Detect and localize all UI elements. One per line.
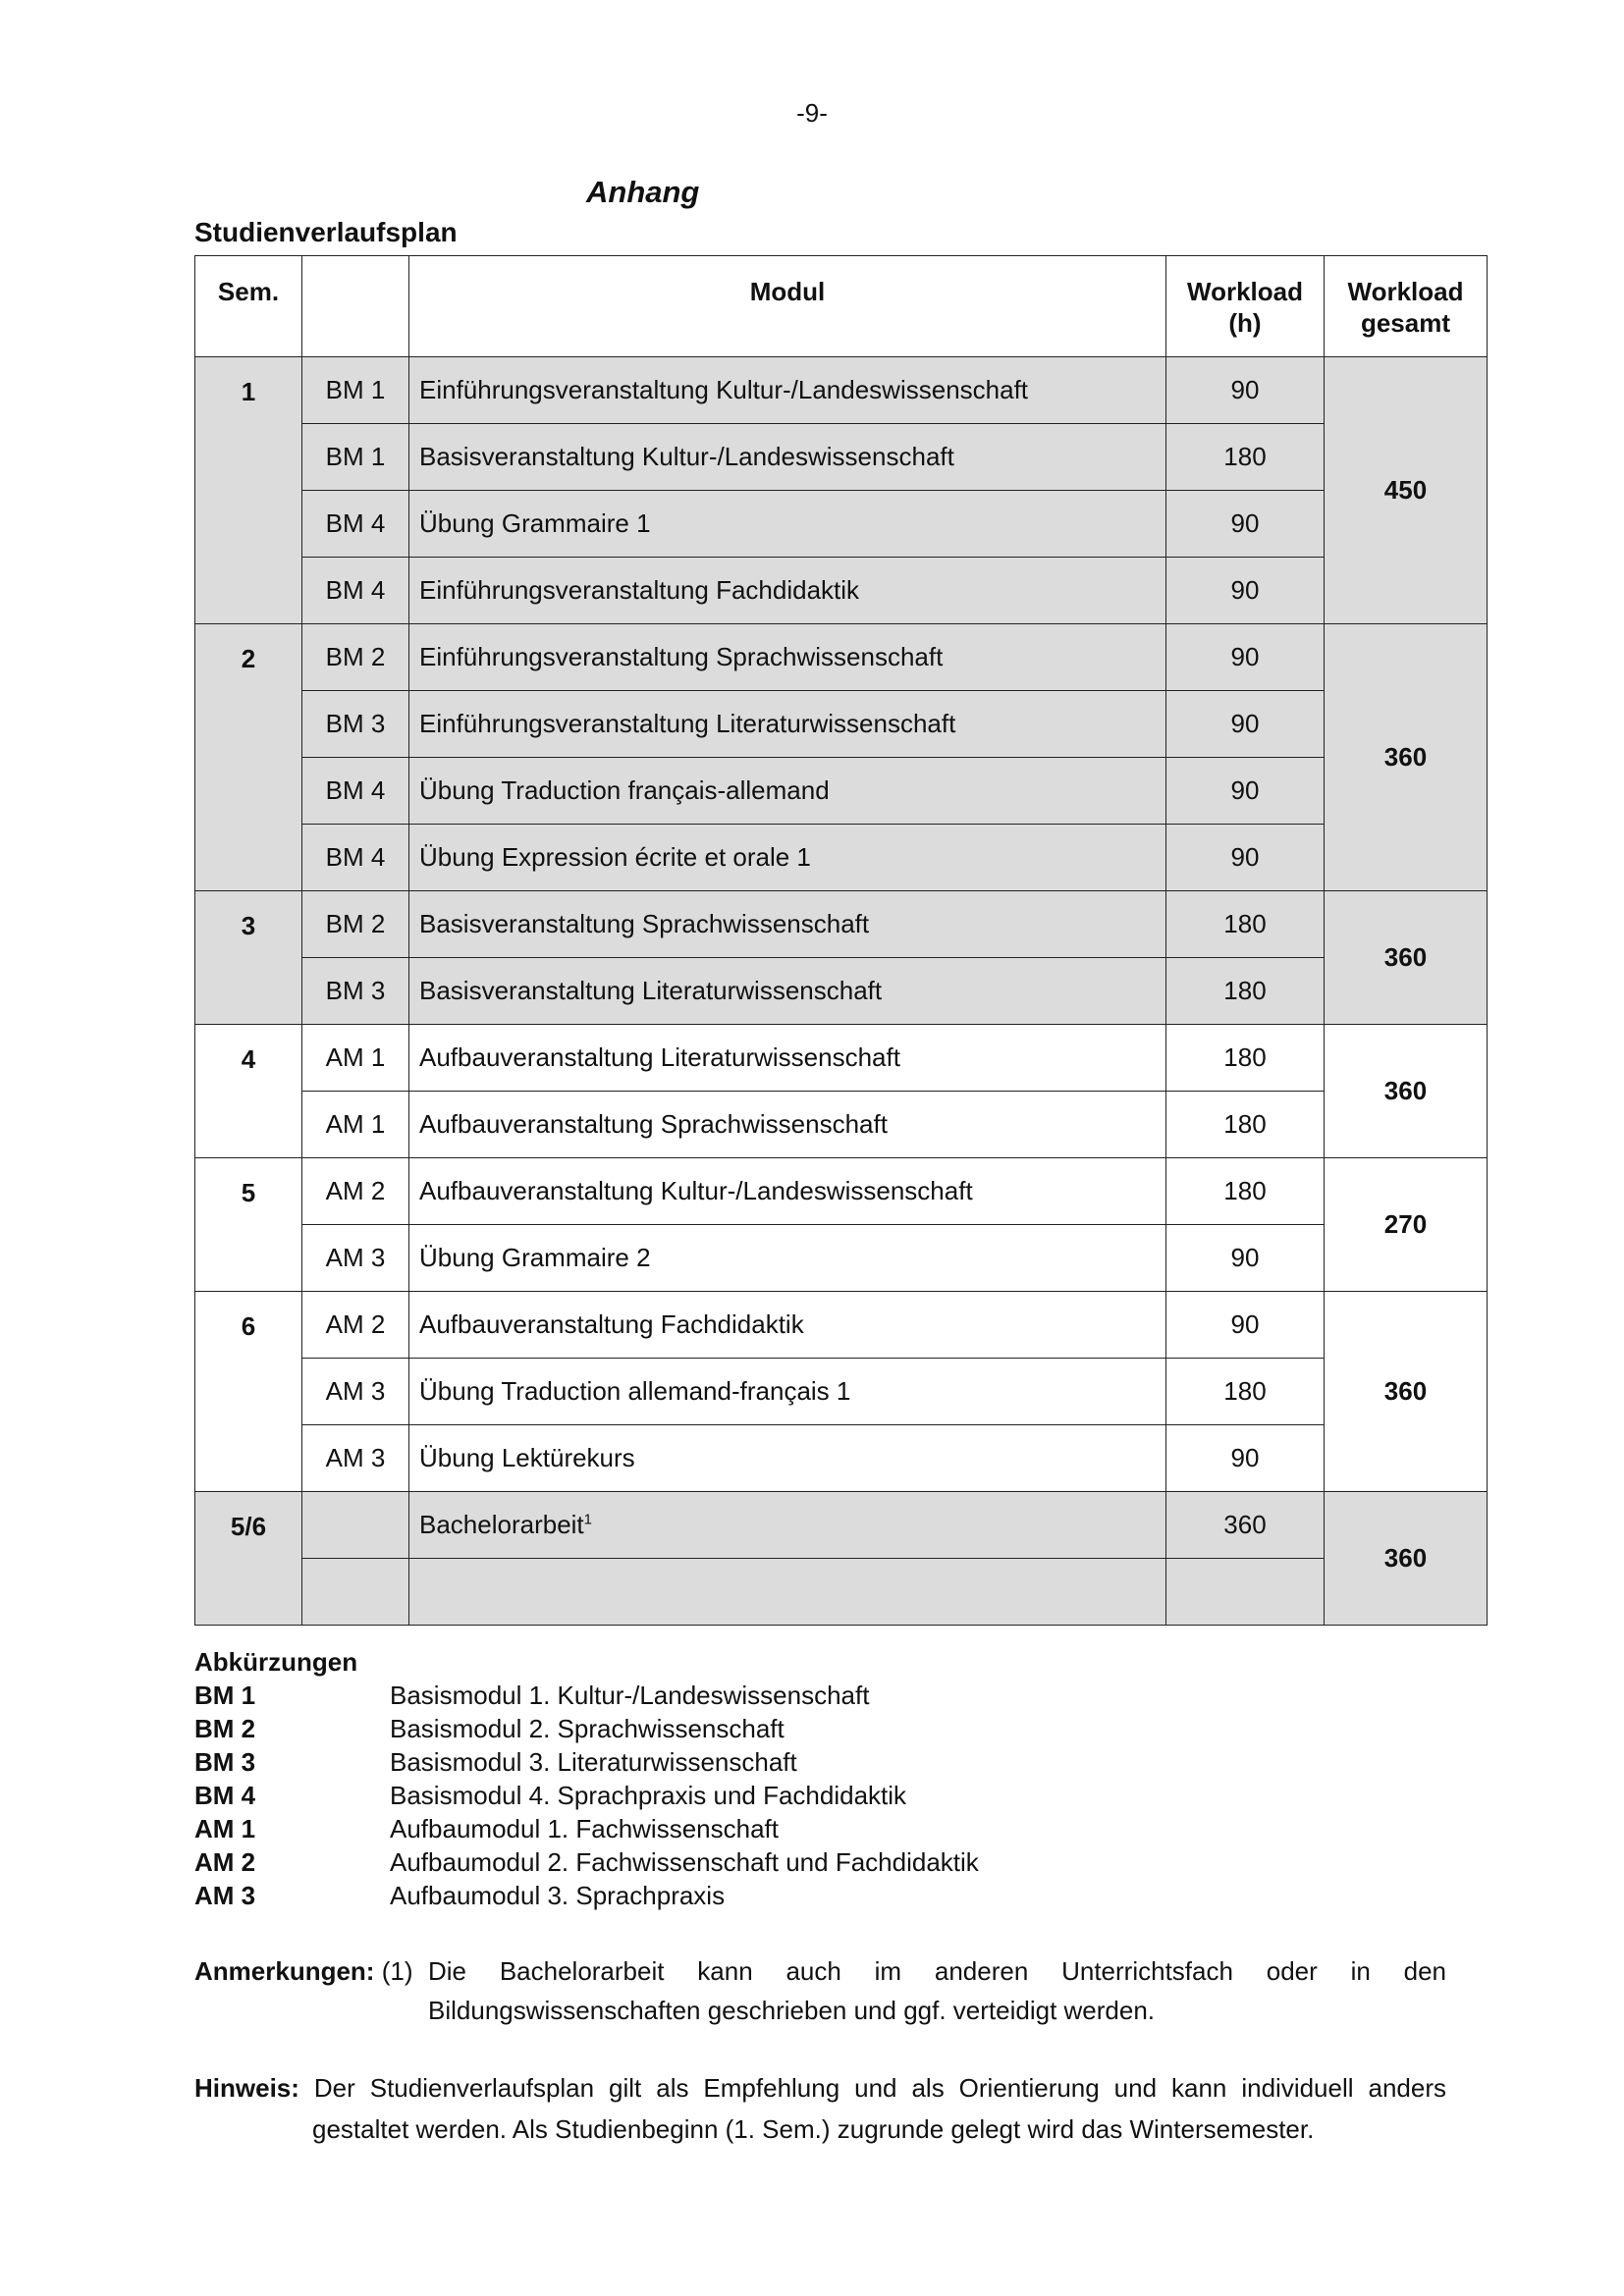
abbreviation-text: Aufbaumodul 1. Fachwissenschaft <box>390 1814 779 1843</box>
module-name-cell <box>409 624 1166 691</box>
header-modul: Modul <box>409 256 1166 357</box>
module-name-cell <box>409 491 1166 558</box>
workload-total-cell: 360 <box>1325 1025 1488 1158</box>
module-name-cell <box>409 1025 1166 1092</box>
abbreviation-code: AM 2 <box>194 1847 256 1877</box>
abbreviation-text: Basismodul 4. Sprachpraxis und Fachdidaktik <box>390 1781 907 1810</box>
module-name-cell <box>409 1292 1166 1359</box>
table-row <box>195 1559 1488 1626</box>
module-name-cell <box>409 1559 1166 1626</box>
abbreviations-list <box>194 1681 979 1914</box>
module-name: Übung Traduction français-allemand <box>419 775 830 805</box>
abbreviation-text: Basismodul 2. Sprachwissenschaft <box>390 1714 785 1743</box>
workload-cell: 180 <box>1166 1158 1325 1225</box>
table-row <box>195 424 1488 491</box>
module-name-cell <box>409 1225 1166 1292</box>
module-name-cell <box>409 1158 1166 1225</box>
module-name: Basisveranstaltung Literaturwissenschaft <box>419 976 883 1005</box>
workload-cell: 360 <box>1166 1492 1325 1559</box>
semester-cell: 2 <box>195 624 302 891</box>
table-row <box>195 1359 1488 1425</box>
module-code-cell: BM 4 <box>302 825 409 891</box>
module-name: Übung Expression écrite et orale 1 <box>419 842 811 872</box>
workload-cell: 90 <box>1166 1292 1325 1359</box>
abbreviation-code: BM 4 <box>194 1781 256 1810</box>
abbreviation-item <box>194 1747 979 1781</box>
module-name: Basisveranstaltung Sprachwissenschaft <box>419 909 870 938</box>
abbreviation-item <box>194 1847 979 1881</box>
module-code-cell: AM 1 <box>302 1092 409 1158</box>
table-row <box>195 1092 1488 1158</box>
module-name: Bachelorarbeit <box>419 1510 584 1539</box>
table-row <box>195 558 1488 624</box>
remarks <box>194 1951 1446 2030</box>
module-name: Übung Grammaire 2 <box>419 1243 651 1272</box>
module-name: Übung Traduction allemand-français 1 <box>419 1376 851 1406</box>
module-code-cell: AM 1 <box>302 1025 409 1092</box>
table-row <box>195 491 1488 558</box>
table-title: Studienverlaufsplan <box>194 217 458 247</box>
table-row <box>195 825 1488 891</box>
workload-cell: 90 <box>1166 1225 1325 1292</box>
hint <box>194 2067 1446 2150</box>
module-code-cell: BM 4 <box>302 558 409 624</box>
remarks-number: (1) <box>381 1956 413 1986</box>
semester-cell: 1 <box>195 357 302 624</box>
workload-cell: 90 <box>1166 558 1325 624</box>
abbreviations-title: Abkürzungen <box>194 1647 358 1677</box>
workload-cell: 180 <box>1166 1359 1325 1425</box>
module-name: Einführungsveranstaltung Sprachwissenschaft <box>419 642 944 671</box>
workload-cell: 180 <box>1166 424 1325 491</box>
abbreviation-code: BM 3 <box>194 1747 256 1777</box>
hint-label: Hinweis: <box>194 2073 299 2103</box>
module-code-cell <box>302 1559 409 1626</box>
module-name-cell <box>409 1092 1166 1158</box>
module-name-cell <box>409 958 1166 1025</box>
table-row <box>195 691 1488 758</box>
module-name: Übung Lektürekurs <box>419 1443 635 1472</box>
abbreviation-code: AM 3 <box>194 1881 256 1910</box>
module-code-cell: BM 2 <box>302 624 409 691</box>
table-row <box>195 1158 1488 1225</box>
workload-cell: 90 <box>1166 1425 1325 1492</box>
abbreviation-code: AM 1 <box>194 1814 256 1843</box>
semester-cell: 3 <box>195 891 302 1025</box>
module-name: Aufbauveranstaltung Literaturwissenschaft <box>419 1042 900 1072</box>
appendix-heading: Anhang <box>586 175 700 209</box>
table-row <box>195 357 1488 424</box>
table-body <box>195 357 1488 1626</box>
abbreviation-item <box>194 1714 979 1747</box>
abbreviation-text: Basismodul 1. Kultur-/Landeswissenschaft <box>390 1681 870 1710</box>
header-workload: Workload (h) <box>1166 256 1325 357</box>
header-sem: Sem. <box>195 256 302 357</box>
abbreviation-item <box>194 1814 979 1847</box>
workload-total-cell: 270 <box>1325 1158 1488 1292</box>
workload-cell: 90 <box>1166 491 1325 558</box>
table-row <box>195 1025 1488 1092</box>
abbreviation-item <box>194 1781 979 1814</box>
workload-cell <box>1166 1559 1325 1626</box>
module-name: Einführungsveranstaltung Fachdidaktik <box>419 575 860 605</box>
module-code-cell: BM 4 <box>302 491 409 558</box>
table-row <box>195 1492 1488 1559</box>
module-name: Übung Grammaire 1 <box>419 508 651 538</box>
table-row <box>195 1292 1488 1359</box>
module-code-cell: BM 1 <box>302 357 409 424</box>
remarks-text: Die Bachelorarbeit kann auch im anderen Unterrichtsfach oder in den Bildungswissenschaften geschrieben und ggf. verteidigt werden. <box>428 1956 1446 2025</box>
semester-cell: 6 <box>195 1292 302 1492</box>
module-name-cell <box>409 1359 1166 1425</box>
table-row <box>195 958 1488 1025</box>
module-code-cell <box>302 1492 409 1559</box>
module-code-cell: BM 2 <box>302 891 409 958</box>
table-header-row <box>195 256 1488 357</box>
module-name: Aufbauveranstaltung Sprachwissenschaft <box>419 1109 888 1139</box>
module-code-cell: AM 3 <box>302 1359 409 1425</box>
table-row <box>195 1225 1488 1292</box>
module-name-cell <box>409 891 1166 958</box>
abbreviation-text: Aufbaumodul 3. Sprachpraxis <box>390 1881 726 1910</box>
workload-total-cell: 360 <box>1325 1292 1488 1492</box>
workload-cell: 90 <box>1166 825 1325 891</box>
page-number: -9- <box>796 98 828 128</box>
header-code <box>302 256 409 357</box>
module-name: Aufbauveranstaltung Fachdidaktik <box>419 1309 804 1339</box>
table-row <box>195 758 1488 825</box>
module-name-cell <box>409 558 1166 624</box>
remarks-label: Anmerkungen: <box>194 1956 375 1986</box>
table-row <box>195 891 1488 958</box>
module-name-cell <box>409 1425 1166 1492</box>
study-plan-table <box>194 255 1488 1626</box>
module-code-cell: AM 3 <box>302 1225 409 1292</box>
workload-cell: 180 <box>1166 1092 1325 1158</box>
module-code-cell: BM 4 <box>302 758 409 825</box>
module-code-cell: AM 2 <box>302 1292 409 1359</box>
module-name-cell <box>409 691 1166 758</box>
workload-total-cell: 360 <box>1325 1492 1488 1626</box>
semester-cell: 5 <box>195 1158 302 1292</box>
module-code-cell: BM 3 <box>302 691 409 758</box>
workload-cell: 90 <box>1166 691 1325 758</box>
module-name-cell <box>409 424 1166 491</box>
workload-cell: 90 <box>1166 758 1325 825</box>
module-code-cell: BM 1 <box>302 424 409 491</box>
workload-total-cell: 360 <box>1325 891 1488 1025</box>
table-row <box>195 1425 1488 1492</box>
module-name: Einführungsveranstaltung Literaturwissenschaft <box>419 709 956 738</box>
workload-total-cell: 450 <box>1325 357 1488 624</box>
module-name-cell <box>409 357 1166 424</box>
module-name: Einführungsveranstaltung Kultur-/Landeswissenschaft <box>419 375 1029 404</box>
hint-text: Der Studienverlaufsplan gilt als Empfehlung und als Orientierung und kann individuell anders gestaltet werden. Als Studienbeginn (1. Sem.) zugrunde gelegt wird das Wintersemester. <box>312 2073 1446 2144</box>
module-name: Basisveranstaltung Kultur-/Landeswissenschaft <box>419 442 954 471</box>
module-name: Aufbauveranstaltung Kultur-/Landeswissenschaft <box>419 1176 973 1205</box>
workload-total-cell: 360 <box>1325 624 1488 891</box>
header-total: Workload gesamt <box>1325 256 1488 357</box>
abbreviation-item <box>194 1681 979 1714</box>
module-code-cell: AM 2 <box>302 1158 409 1225</box>
abbreviation-text: Aufbaumodul 2. Fachwissenschaft und Fachdidaktik <box>390 1847 979 1877</box>
workload-cell: 180 <box>1166 958 1325 1025</box>
module-code-cell: BM 3 <box>302 958 409 1025</box>
module-name-cell <box>409 1492 1166 1559</box>
workload-cell: 180 <box>1166 1025 1325 1092</box>
abbreviation-code: BM 2 <box>194 1714 256 1743</box>
workload-cell: 90 <box>1166 357 1325 424</box>
table-row <box>195 624 1488 691</box>
semester-cell: 5/6 <box>195 1492 302 1626</box>
abbreviation-text: Basismodul 3. Literaturwissenschaft <box>390 1747 797 1777</box>
workload-cell: 90 <box>1166 624 1325 691</box>
footnote-marker: 1 <box>583 1511 592 1528</box>
semester-cell: 4 <box>195 1025 302 1158</box>
module-name-cell <box>409 825 1166 891</box>
abbreviation-code: BM 1 <box>194 1681 256 1710</box>
abbreviation-item <box>194 1881 979 1914</box>
workload-cell: 180 <box>1166 891 1325 958</box>
module-name-cell <box>409 758 1166 825</box>
module-code-cell: AM 3 <box>302 1425 409 1492</box>
